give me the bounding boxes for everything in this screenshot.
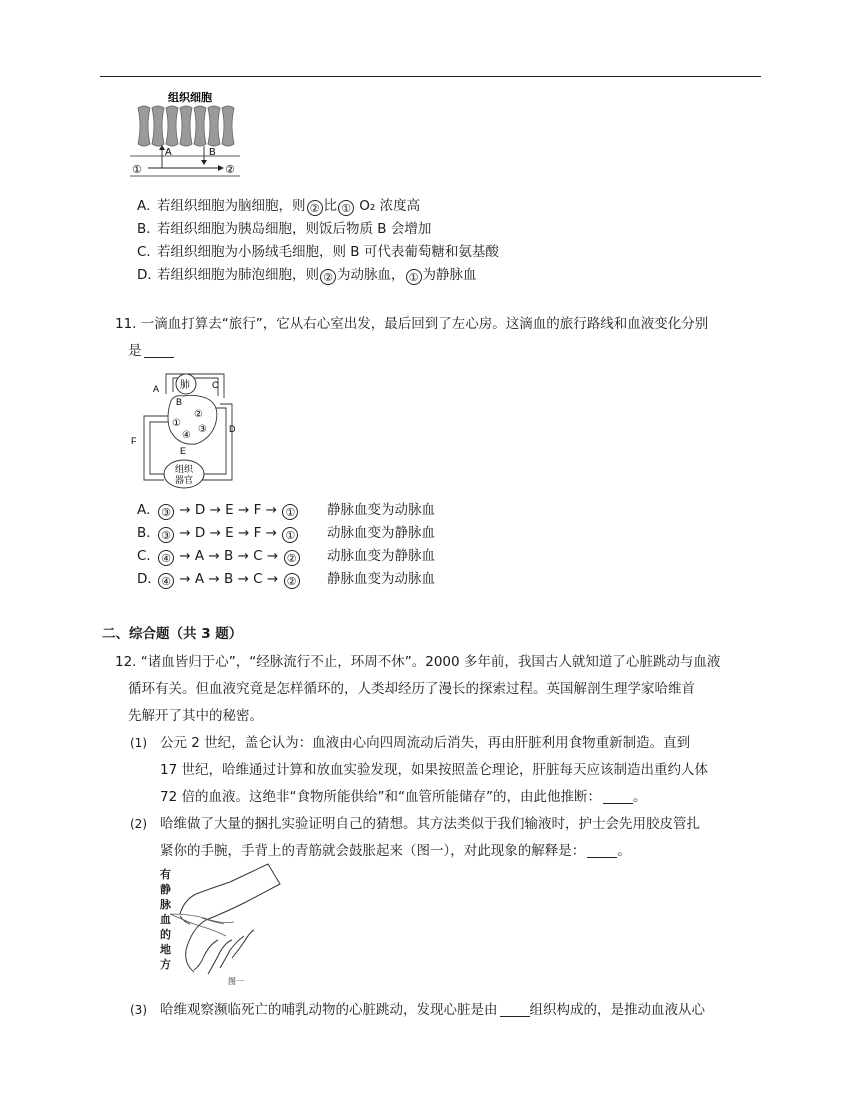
label-vessel-1: ① — [132, 163, 142, 176]
sub2-number: (2) — [130, 817, 147, 831]
circulation-diagram — [128, 370, 248, 492]
vertical-label-char: 脉 — [160, 898, 171, 911]
organ-label-1: 组织 — [175, 465, 194, 475]
cell-shape — [180, 106, 192, 146]
finger-line — [194, 940, 218, 970]
sub1-line1: 公元 2 世纪，盖仑认为：血液由心向四周流动后消失，再由肝脏利用食物重新制造。直到 — [160, 735, 691, 751]
answer-blank[interactable] — [500, 1002, 530, 1017]
vertical-label-char: 血 — [160, 913, 171, 926]
q12-intro-line3: 先解开了其中的秘密。 — [128, 708, 263, 724]
sub3-line1: 哈维观察濒临死亡的哺乳动物的心脏跳动，发现心脏是由 组织构成的，是推动血液从心 — [160, 1002, 705, 1018]
label-b: B — [209, 147, 216, 158]
cell-shape — [138, 106, 150, 146]
figure-title: 组织细胞 — [168, 92, 212, 104]
q10-option-a[interactable]: A．若组织细胞为脑细胞，则 ② 比 ① O₂ 浓度高 — [137, 198, 421, 215]
q10-option-b[interactable]: B．若组织细胞为胰岛细胞，则饭后物质 B 会增加 — [137, 221, 432, 237]
vertical-label-char: 方 — [160, 958, 171, 971]
section-heading: 二、综合题（共 3 题） — [102, 626, 243, 642]
tissue-cell-figure — [130, 90, 250, 180]
vertical-label-char: 地 — [160, 943, 171, 956]
chamber-1: ① — [172, 418, 181, 429]
label-C: C — [212, 380, 219, 390]
sub3-number: (3) — [130, 1003, 147, 1017]
cell-shape — [166, 106, 178, 146]
vein-line — [170, 914, 226, 936]
q12-intro-line1: 12. “诸血皆归于心”，“经脉流行不止，环周不休”。2000 多年前，我国古人就知道了心脏跳动与血液 — [115, 654, 721, 670]
label-B: B — [176, 397, 183, 407]
label-A: A — [153, 384, 160, 394]
systemic-vessel — [150, 422, 168, 474]
chamber-4: ④ — [182, 430, 191, 441]
sub1-line2: 17 世纪，哈维通过计算和放血实验发现，如果按照盖仑理论，肝脏每天应该制造出重约人体 — [160, 762, 708, 778]
answer-blank[interactable] — [603, 789, 633, 804]
cell-shape — [208, 106, 220, 146]
chamber-3: ③ — [198, 424, 207, 435]
q11-stem-line2: 是 — [128, 341, 174, 361]
q12-intro-line2: 循环有关。但血液究竟是怎样循环的，人类却经历了漫长的探索过程。英国解剖生理学家哈维首 — [128, 681, 695, 697]
arrow-b-head — [201, 160, 207, 165]
label-D: D — [229, 424, 236, 434]
lung-label: 肺 — [180, 380, 190, 391]
cell-shape — [194, 106, 206, 146]
sub2-line1: 哈维做了大量的捆扎实验证明自己的猜想。其方法类似于我们输液时，护士会先用胶皮管扎 — [160, 816, 700, 832]
vein-line — [202, 918, 224, 924]
q10-option-c[interactable]: C．若组织细胞为小肠绒毛细胞，则 B 可代表葡萄糖和氨基酸 — [137, 244, 499, 260]
thumb-line — [180, 916, 190, 924]
answer-blank[interactable] — [587, 843, 617, 858]
label-E: E — [180, 446, 187, 456]
label-a: A — [165, 147, 172, 158]
sub1-number: (1) — [130, 736, 147, 750]
label-F: F — [131, 436, 137, 446]
finger-line — [220, 936, 244, 968]
cell-shape — [222, 106, 234, 146]
sub1-line3: 72 倍的血液。这绝非“食物所能供给”和“血管所能储存”的，由此他推断： 。 — [160, 789, 647, 805]
hand-outline — [186, 902, 246, 972]
hand-figure — [150, 862, 300, 988]
sub2-line2: 紧你的手腕，手背上的青筋就会鼓胀起来（图一），对此现象的解释是： 。 — [160, 843, 631, 859]
q11-option-c[interactable]: C．④ → A → B → C → ② 动脉血变为静脉血 — [137, 548, 435, 565]
vertical-label-char: 的 — [160, 928, 171, 941]
vertical-label-char: 有 — [160, 868, 171, 881]
sleeve — [230, 864, 280, 902]
q11-stem-line1: 11. 一滴血打算去“旅行”，它从右心室出发，最后回到了左心房。这滴血的旅行路线和血液变化分别 — [115, 316, 709, 332]
chamber-2: ② — [194, 409, 203, 420]
q11-option-d[interactable]: D．④ → A → B → C → ② 静脉血变为动脉血 — [137, 571, 435, 588]
cell-shape — [152, 106, 164, 146]
figure-caption: 图一 — [228, 977, 244, 986]
header-rule — [100, 76, 761, 77]
q10-option-d[interactable]: D．若组织细胞为肺泡细胞，则 ② 为动脉血， ① 为静脉血 — [137, 267, 477, 284]
answer-blank[interactable] — [144, 343, 174, 358]
organ-label-2: 器官 — [175, 476, 194, 486]
hand-outline — [180, 882, 230, 914]
vertical-label-char: 静 — [160, 883, 171, 896]
label-vessel-2: ② — [225, 163, 235, 176]
flow-arrow-head — [218, 165, 224, 171]
q11-option-a[interactable]: A．③ → D → E → F → ① 静脉血变为动脉血 — [137, 502, 435, 519]
q11-option-b[interactable]: B．③ → D → E → F → ① 动脉血变为静脉血 — [137, 525, 435, 542]
